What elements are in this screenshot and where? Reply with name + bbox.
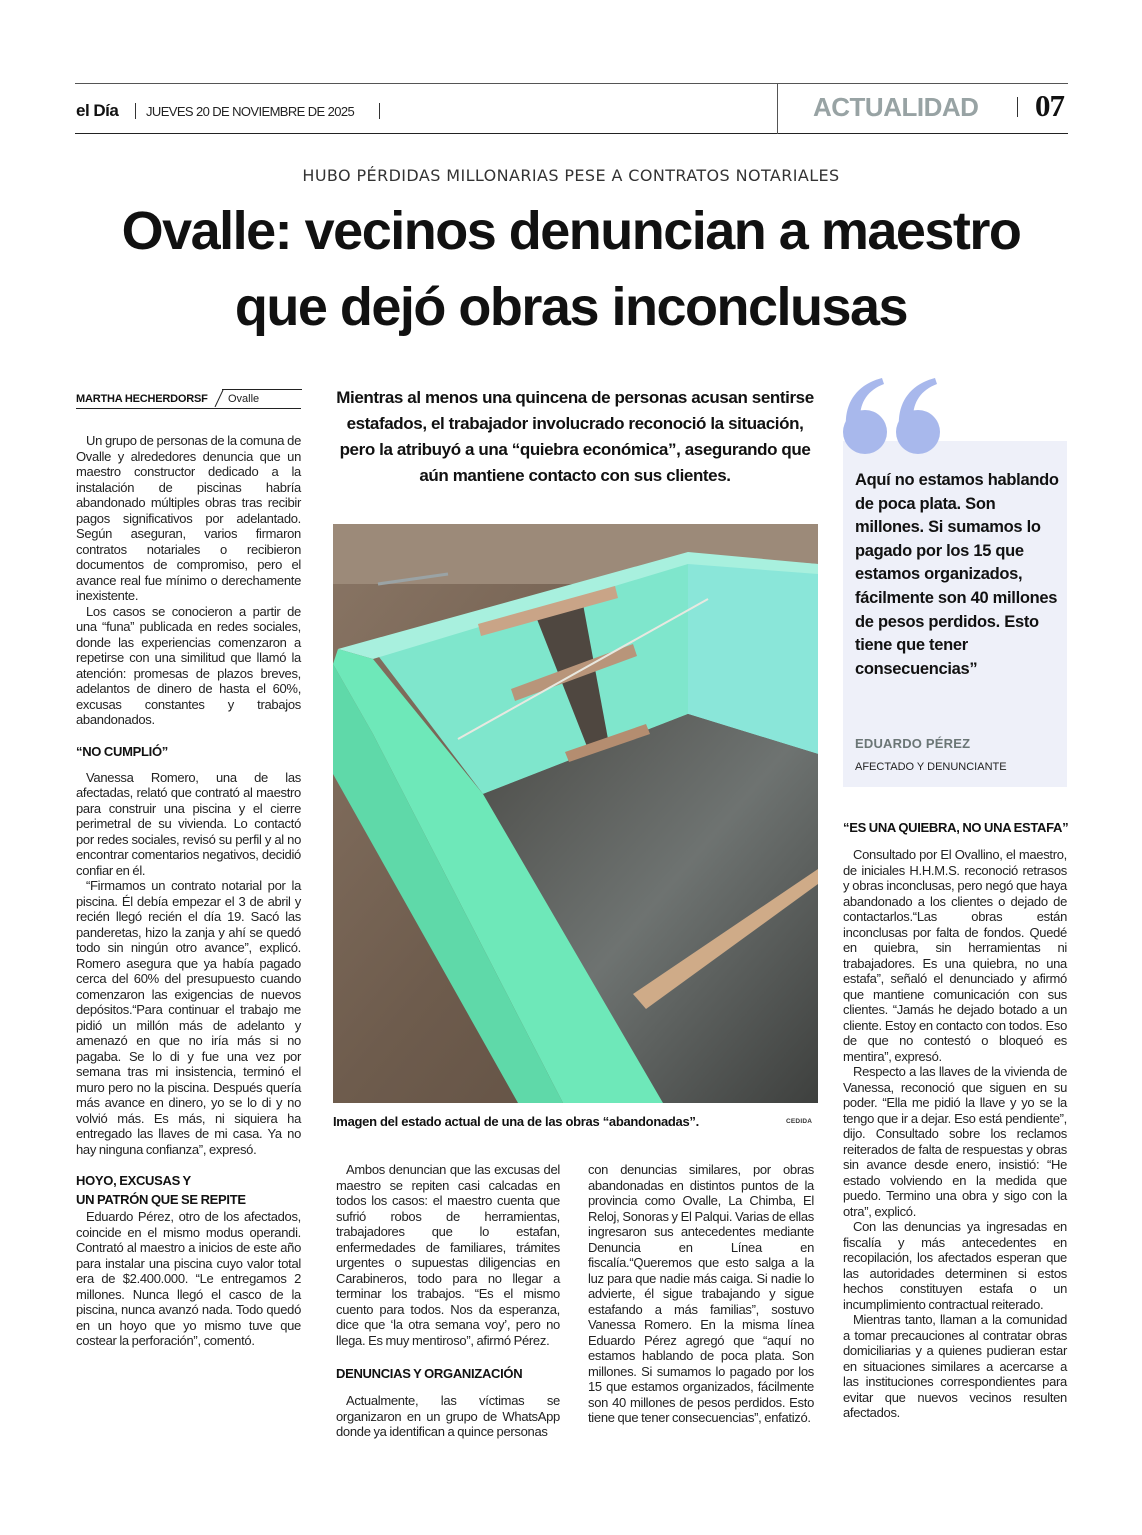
paragraph: Eduardo Pérez, otro de los afectados, coincide en el mismo modus operandi. Contrató al maestro a inicios de este año para instalar una piscina cuyo valor total era de $2.400.000. “Le entregamos 2 millones. Nunca llegó el casco de la piscina, nunca avanzó nada. Todo quedó en un hoyo que yo mismo tuve que costear la perforación”, comentó.: [76, 1209, 301, 1348]
subheading: “ES UNA QUIEBRA, NO UNA ESTAFA”: [843, 820, 1069, 835]
headline-line: Ovalle: vecinos denuncian a maestro: [121, 201, 1021, 261]
issue-date: JUEVES 20 DE NOVIEMBRE DE 2025: [146, 104, 355, 119]
headline-line: que dejó obras inconclusas: [234, 277, 908, 337]
paragraph: Ambos denuncian que las excusas del maestro se repiten casi calcadas en todos los casos: el maestro cuenta que sufrió robos de herramientas, trabajadores que lo estafan, enfermedades de familiares, trámites urgentes o supuestas diligencias en Carabineros, todo para no llegar a terminar los trabajos. “Es el mismo cuento para todos. Nos da esperanza, dice que ‘la otra semana voy’, pero no llega. Es muy mentiroso”, afirmó Pérez.: [336, 1162, 560, 1348]
byline-rule: [76, 408, 301, 409]
header-divider: [777, 83, 778, 134]
paragraph: Consultado por El Ovallino, el maestro, de iniciales H.H.M.S. reconoció retrasos y obras inconclusas, pero negó que haya abandonado a los clientes o dejado de contactarlos.“Las obras están inconclusas por falta de fondos. Quedé en quiebra, sin herramientas ni trabajadores. Es una quiebra, no una estafa”, señaló el denunciado y afirmó que mantiene comunicación con sus clientes. “Jamás he dejado botado a un cliente. Estoy en contacto con todos. Eso de que no contestó o bloqueó es mentira”, expresó.: [843, 847, 1067, 1064]
header-separator: [1017, 97, 1018, 117]
headline: [60, 193, 1082, 345]
quote-mark-icon: [838, 370, 948, 460]
header-rule-top: [75, 83, 1068, 84]
photo-credit: CEDIDA: [786, 1118, 813, 1125]
masthead-logo: el Día: [76, 101, 119, 120]
paragraph: Los casos se conocieron a partir de una “funa” publicada en redes sociales, donde las experiencias comenzaron a repetirse con una similitud que llamó la atención: promesas de plazos breves, adelantos de dinero de hasta el 60%, excusas constantes y trabajos abandonados.: [76, 603, 301, 727]
byline-slash-icon: [214, 389, 228, 407]
subheading: HOYO, EXCUSAS Y: [76, 1173, 191, 1188]
paragraph: Con las denuncias ya ingresadas en fiscalía y más antecedentes en recopilación, los afectados esperan que las autoridades determinen si estos hechos constituyen estafa o un incumplimiento contractual reiterado.: [843, 1219, 1067, 1312]
paragraph: Respecto a las llaves de la vivienda de Vanessa, reconoció que siguen en su poder. “Ella me pidió la llave y yo se la tengo que ir a dejar. Eso está pendiente”, dijo. Consultado sobre los reclamos reiterados de falta de respuestas y obras sin avance desde enero, insistió: “He estado volviendo en la medida que puedo. Termino una obra y sigo con la otra”, explicó.: [843, 1064, 1067, 1219]
section-name: ACTUALIDAD: [813, 92, 979, 122]
article-column-1: [76, 433, 301, 1349]
paragraph: con denuncias similares, por obras abandonadas en distintos puntos de la provincia como Ovalle, La Chimba, El Reloj, Sonoras y El Palqui. Varias de ellas ingresaron sus antecedentes mediante Denuncia en Línea en fiscalía.“Queremos que esto salga a la luz para que nadie más caiga. Si nadie lo advierte, él sigue trabajando y sigue estafando a más familias”, sostuvo Vanessa Romero. En la misma línea Eduardo Pérez agregó que “aquí no estamos hablando de poca plata. Son millones. Si sumamos lo pagado por los 15 que estamos organizados, fácilmente son 40 millones de pesos perdidos. Esto tiene que tener consecuencias”, enfatizó.: [588, 1162, 814, 1425]
paragraph: Un grupo de personas de la comuna de Ovalle y alrededores denuncia que un maestro constructor dedicado a la instalación de piscinas habría abandonado múltiples obras tras recibir pagos significativos por adelantado. Según aseguran, varios firmaron contratos notariales o recibieron documentos de compromiso, pero el avance real fue mínimo o derechamente inexistente.: [76, 433, 301, 603]
pull-quote-name: EDUARDO PÉREZ: [855, 736, 971, 751]
kicker: HUBO PÉRDIDAS MILLONARIAS PESE A CONTRATOS NOTARIALES: [302, 166, 840, 185]
pool-construction-image: [333, 524, 818, 1103]
deck: Mientras al menos una quincena de personas acusan sentirse estafados, el trabajador involucrado reconoció la situación, pero la atribuyó a una “quiebra económica”, asegurando que aún mantiene contacto con sus clientes.: [336, 388, 814, 485]
header-separator: [135, 103, 136, 119]
paragraph: Vanessa Romero, una de las afectadas, relató que contrató al maestro para construir una piscina y el cierre perimetral de su vivienda. Lo contactó por redes sociales, revisó su perfil y al no encontrar comentarios negativos, decidió confiar en él.: [76, 769, 301, 878]
byline-author: MARTHA HECHERDORSF: [76, 393, 208, 405]
pull-quote-role: AFECTADO Y DENUNCIANTE: [855, 761, 1007, 773]
photo-caption: Imagen del estado actual de una de las obras “abandonadas”.: [333, 1114, 699, 1129]
subheading: UN PATRÓN QUE SE REPITE: [76, 1192, 246, 1207]
subheading: “NO CUMPLIÓ”: [76, 743, 168, 759]
subheading: DENUNCIAS Y ORGANIZACIÓN: [336, 1366, 523, 1381]
paragraph: Mientras tanto, llaman a la comunidad a tomar precauciones al contratar obras domiciliarias y a quienes pudieran estar en situaciones similares a acercarse a las instituciones correspondientes para evitar que nuevos vecinos resulten afectados.: [843, 1312, 1067, 1420]
header-rule-bottom: [75, 133, 1068, 134]
article-column-4: [843, 818, 1067, 1421]
byline-rule: [222, 389, 302, 390]
page-number: 07: [1035, 88, 1064, 123]
byline-location: Ovalle: [228, 393, 260, 405]
paragraph: “Firmamos un contrato notarial por la piscina. Él debía empezar el 3 de abril y recién llegó recién el día 19. Sacó las panderetas, hizo la zanja y ahí se quedó todo sin ningún otro avance”, explicó. Romero asegura que ya había pagado cerca del 60% del presupuesto cuando comenzaron las exigencias de nuevos depósitos.“Para continuar el trabajo me pidió un millón más de adelanto y amenazó en que no iría más si no pagaba. Se lo di y fue una vez por semana tras mi insistencia, terminó el muro pero no la piscina. Después quería más avance en dinero, yo se lo di y no volvió más. Es más, ni siquiera ha entregado las llaves de mi casa. Ya no hay ninguna confianza”, expresó.: [76, 878, 301, 1157]
article-column-2: [336, 1162, 560, 1440]
header-separator: [379, 103, 380, 119]
paragraph: Actualmente, las víctimas se organizaron en un grupo de WhatsApp donde ya identifican a quince personas: [336, 1393, 560, 1439]
pull-quote-text: Aquí no estamos hablando de poca plata. Son millones. Si sumamos lo pagado por los 15 que estamos organizados, fácilmente son 40 millones de pesos perdidos. Esto tiene que tener consecuencias”: [855, 471, 1059, 678]
article-photo: [333, 524, 818, 1103]
article-column-3: [588, 1162, 814, 1426]
